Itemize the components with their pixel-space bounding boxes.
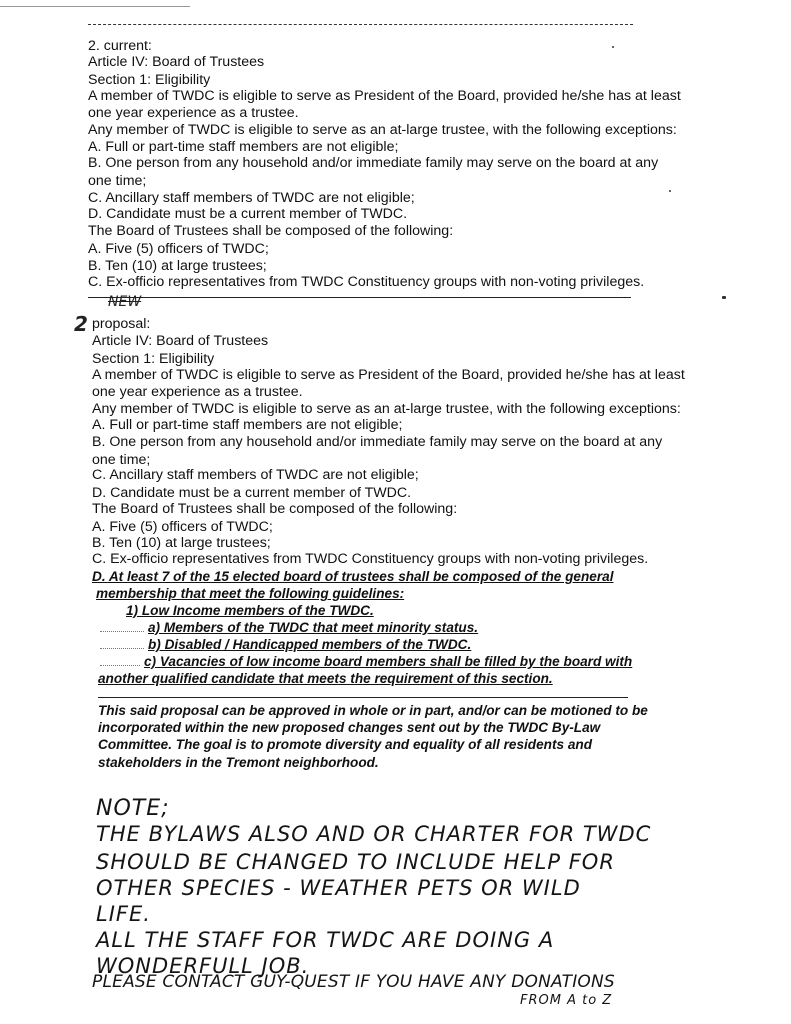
clause-item-1: 1) Low Income members of the TWDC. — [126, 603, 374, 618]
current-line: C. Ex-officio representatives from TWDC Constituency groups with non-voting privileges. — [88, 274, 645, 290]
handwritten-note-line: ALL THE STAFF FOR TWDC ARE DOING A — [96, 928, 555, 952]
top-divider — [88, 24, 633, 25]
current-heading: 2. current: — [88, 38, 152, 54]
current-line: B. Ten (10) at large trustees; — [88, 258, 267, 274]
proposal-line: Article IV: Board of Trustees — [92, 333, 269, 349]
clause-item-a: a) Members of the TWDC that meet minority status. — [148, 620, 479, 635]
clause-item-c: c) Vacancies of low income board members shall be filled by the board with — [144, 654, 633, 669]
current-line: C. Ancillary staff members of TWDC are not eligible; — [88, 190, 415, 206]
leader-dots — [100, 654, 140, 670]
proposal-line: B. Ten (10) at large trustees; — [92, 535, 271, 551]
handwritten-new: NEW — [108, 294, 142, 310]
current-line: A. Full or part-time staff members are not eligible; — [88, 139, 399, 155]
clause-d-line: membership that meet the following guidelines: — [96, 586, 405, 601]
proposal-line: C. Ex-officio representatives from TWDC Constituency groups with non-voting privileges. — [92, 551, 649, 567]
proposal-line: one year experience as a trustee. — [92, 384, 303, 400]
current-line: The Board of Trustees shall be composed of the following: — [88, 223, 454, 239]
proposal-line: Section 1: Eligibility — [92, 351, 215, 367]
proposal-line: A member of TWDC is eligible to serve as President of the Board, provided he/she has at least — [92, 367, 685, 383]
handwritten-note-line: LIFE. — [96, 902, 151, 926]
current-line: Section 1: Eligibility — [88, 72, 211, 88]
clause-divider — [98, 697, 628, 698]
clause-d-line: D. At least 7 of the 15 elected board of trustees shall be composed of the general — [92, 569, 614, 584]
handwritten-note-line: SHOULD BE CHANGED TO INCLUDE HELP FOR — [96, 850, 615, 874]
current-line: Any member of TWDC is eligible to serve as an at-large trustee, with the following exceptions: — [88, 122, 677, 138]
proposal-line: A. Full or part-time staff members are not eligible; — [92, 417, 403, 433]
proposal-note-line: This said proposal can be approved in whole or in part, and/or can be motioned to be — [98, 703, 648, 718]
scan-speck — [612, 46, 614, 48]
handwritten-note-line: OTHER SPECIES - WEATHER PETS OR WILD — [96, 876, 581, 900]
proposal-note-line: Committee. The goal is to promote diversity and equality of all residents and — [98, 737, 593, 752]
current-line: D. Candidate must be a current member of TWDC. — [88, 206, 408, 222]
handwritten-note-title: NOTE; — [96, 796, 170, 821]
leader-dots — [100, 637, 144, 653]
proposal-line: D. Candidate must be a current member of TWDC. — [92, 485, 412, 501]
proposal-line: The Board of Trustees shall be composed of the following: — [92, 501, 458, 517]
proposal-line: A. Five (5) officers of TWDC; — [92, 519, 273, 535]
proposal-line: B. One person from any household and/or immediate family may serve on the board at any — [92, 434, 663, 450]
handwritten-note-line: PLEASE CONTACT GUY-QUEST IF YOU HAVE ANY DONATIONS — [92, 972, 615, 992]
clause-item-b: b) Disabled / Handicapped members of the TWDC. — [148, 637, 472, 652]
current-line: one time; — [88, 173, 147, 189]
handwritten-note-tail: FROM A to Z — [520, 993, 613, 1008]
scan-speck — [669, 190, 671, 192]
proposal-line: C. Ancillary staff members of TWDC are not eligible; — [92, 467, 419, 483]
handwritten-note-line: THE BYLAWS ALSO AND OR CHARTER FOR TWDC — [96, 822, 652, 846]
handwritten-note-line: WONDERFULL JOB. — [96, 954, 310, 978]
clause-item-c-cont: another qualified candidate that meets the requirement of this section. — [98, 671, 553, 686]
current-line: one year experience as a trustee. — [88, 105, 299, 121]
current-line: B. One person from any household and/or immediate family may serve on the board at any — [88, 155, 659, 171]
proposal-line: one time; — [92, 452, 151, 468]
top-scan-line-left — [0, 6, 190, 7]
proposal-heading: proposal: — [92, 316, 151, 332]
section-divider — [88, 297, 631, 298]
proposal-note-line: stakeholders in the Tremont neighborhood. — [98, 755, 379, 770]
current-line: A. Five (5) officers of TWDC; — [88, 241, 269, 257]
proposal-line: Any member of TWDC is eligible to serve as an at-large trustee, with the following exceptions: — [92, 401, 681, 417]
handwritten-number: 2 — [74, 312, 88, 336]
current-line: Article IV: Board of Trustees — [88, 54, 265, 70]
proposal-note-line: incorporated within the new proposed changes sent out by the TWDC By-Law — [98, 720, 601, 735]
scan-speck — [722, 296, 726, 299]
current-line: A member of TWDC is eligible to serve as President of the Board, provided he/she has at least — [88, 88, 681, 104]
leader-dots — [100, 620, 144, 636]
